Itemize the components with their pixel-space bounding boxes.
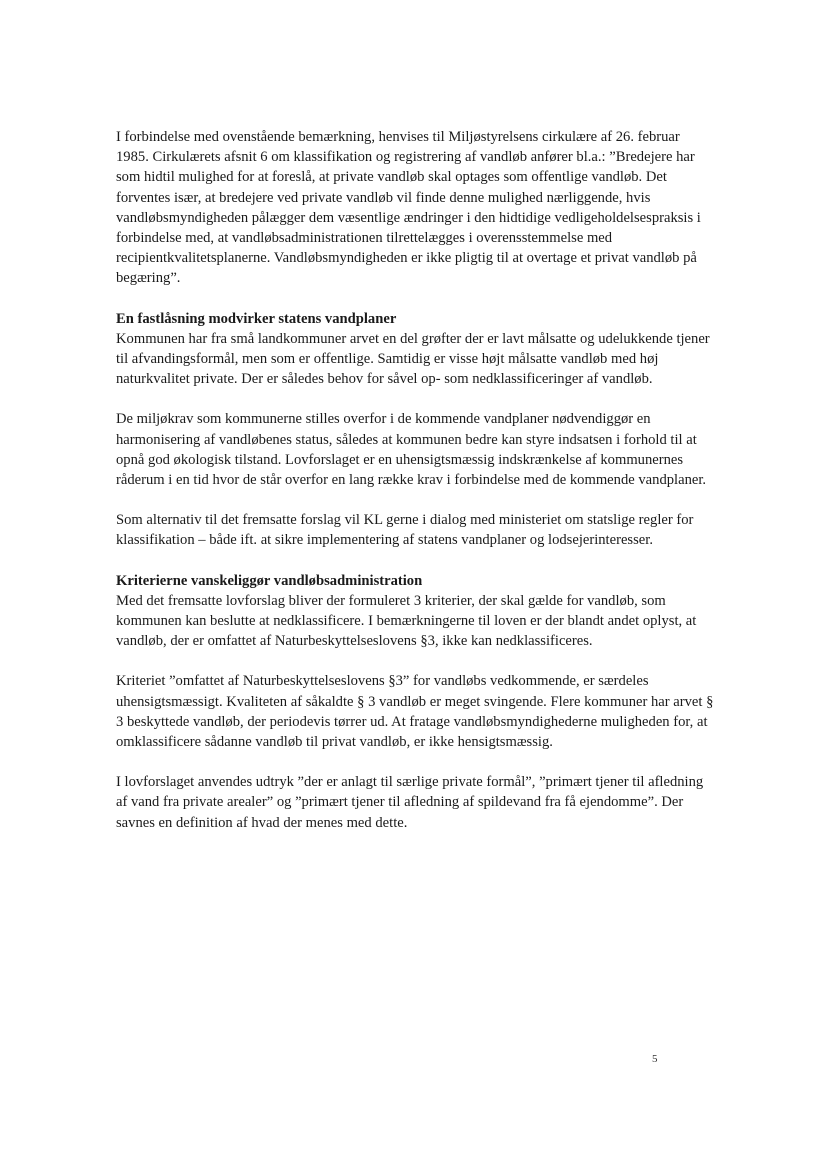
section-heading: En fastlåsning modvirker statens vandplaner bbox=[116, 310, 397, 327]
page-number: 5 bbox=[652, 1053, 658, 1065]
paragraph-kriteriet: Kriteriet ”omfattet af Naturbeskyttelseslovens §3” for vandløbs vedkommende, er særdeles uhensigtsmæssigt. Kvaliteten af såkaldte § 3 vandløb er meget svingende. Flere kommuner har arvet § 3 beskyttede vandløb, der periodevis tørrer ud. At fratage vandløbsmyndighederne muligheden for, at omklassificere sådanne vandløb til privat vandløb, er ikke hensigtsmæssig. bbox=[116, 673, 714, 751]
section-kriterierne bbox=[116, 571, 716, 652]
section-paragraph: Kommunen har fra små landkommuner arvet en del grøfter der er lavt målsatte og udelukkende tjener til afvandingsformål, men som er offentlige. Samtidig er visse højt målsatte vandløb med høj naturkvalitet private. Der er således behov for såvel op- som nedklassificeringer af vandløb. bbox=[116, 330, 710, 388]
section-fastlaasning bbox=[116, 309, 716, 390]
document-page bbox=[116, 127, 716, 853]
section-heading: Kriterierne vanskeliggør vandløbsadministration bbox=[116, 572, 423, 589]
paragraph-lovforslaget-udtryk: I lovforslaget anvendes udtryk ”der er anlagt til særlige private formål”, ”primært tjener til afledning af vand fra private arealer” og ”primært tjener til afledning af spildevand fra få ejendomme”. Der savnes en definition af hvad der menes med dette. bbox=[116, 774, 704, 831]
paragraph-alternativ: Som alternativ til det fremsatte forslag vil KL gerne i dialog med ministeriet om statslige regler for klassifikation – både ift. at sikre implementering af statens vandplaner og lodsejerinteresser. bbox=[116, 512, 694, 549]
paragraph-circular-reference: I forbindelse med ovenstående bemærkning, henvises til Miljøstyrelsens cirkulære af 26. februar 1985. Cirkulærets afsnit 6 om klassifikation og registrering af vandløb anfører bl.a.: ”Bredejere har som hidtil mulighed for at foreslå, at private vandløb skal optages som offentlige vandløb. Det forventes især, at bredejere ved private vandløb vil finde denne mulighed nærliggende, hvis vandløbsmyndigheden pålægger dem væsentlige ændringer i den hidtidige vedligeholdelsespraksis i forbindelse med, at vandløbsadministrationen tilrettelægges i overensstemmelse med recipientkvalitetsplanerne. Vandløbsmyndigheden er ikke pligtig til at overtage et privat vandløb på begæring”. bbox=[116, 129, 701, 287]
section-paragraph: Med det fremsatte lovforslag bliver der formuleret 3 kriterier, der skal gælde for vandløb, som kommunen kan beslutte at nedklassificere. I bemærkningerne til loven er der blandt andet oplyst, at vandløb, der er omfattet af Naturbeskyttelseslovens §3, ikke kan nedklassificeres. bbox=[116, 592, 697, 650]
paragraph-miljoekrav: De miljøkrav som kommunerne stilles overfor i de kommende vandplaner nødvendiggør en harmonisering af vandløbenes status, således at kommunen bedre kan styre indsatsen i forhold til at opnå god økologisk tilstand. Lovforslaget er en uhensigtsmæssig indskrænkelse af kommunernes råderum i en tid hvor de står overfor en lang række krav i forbindelse med de kommende vandplaner. bbox=[116, 411, 707, 489]
